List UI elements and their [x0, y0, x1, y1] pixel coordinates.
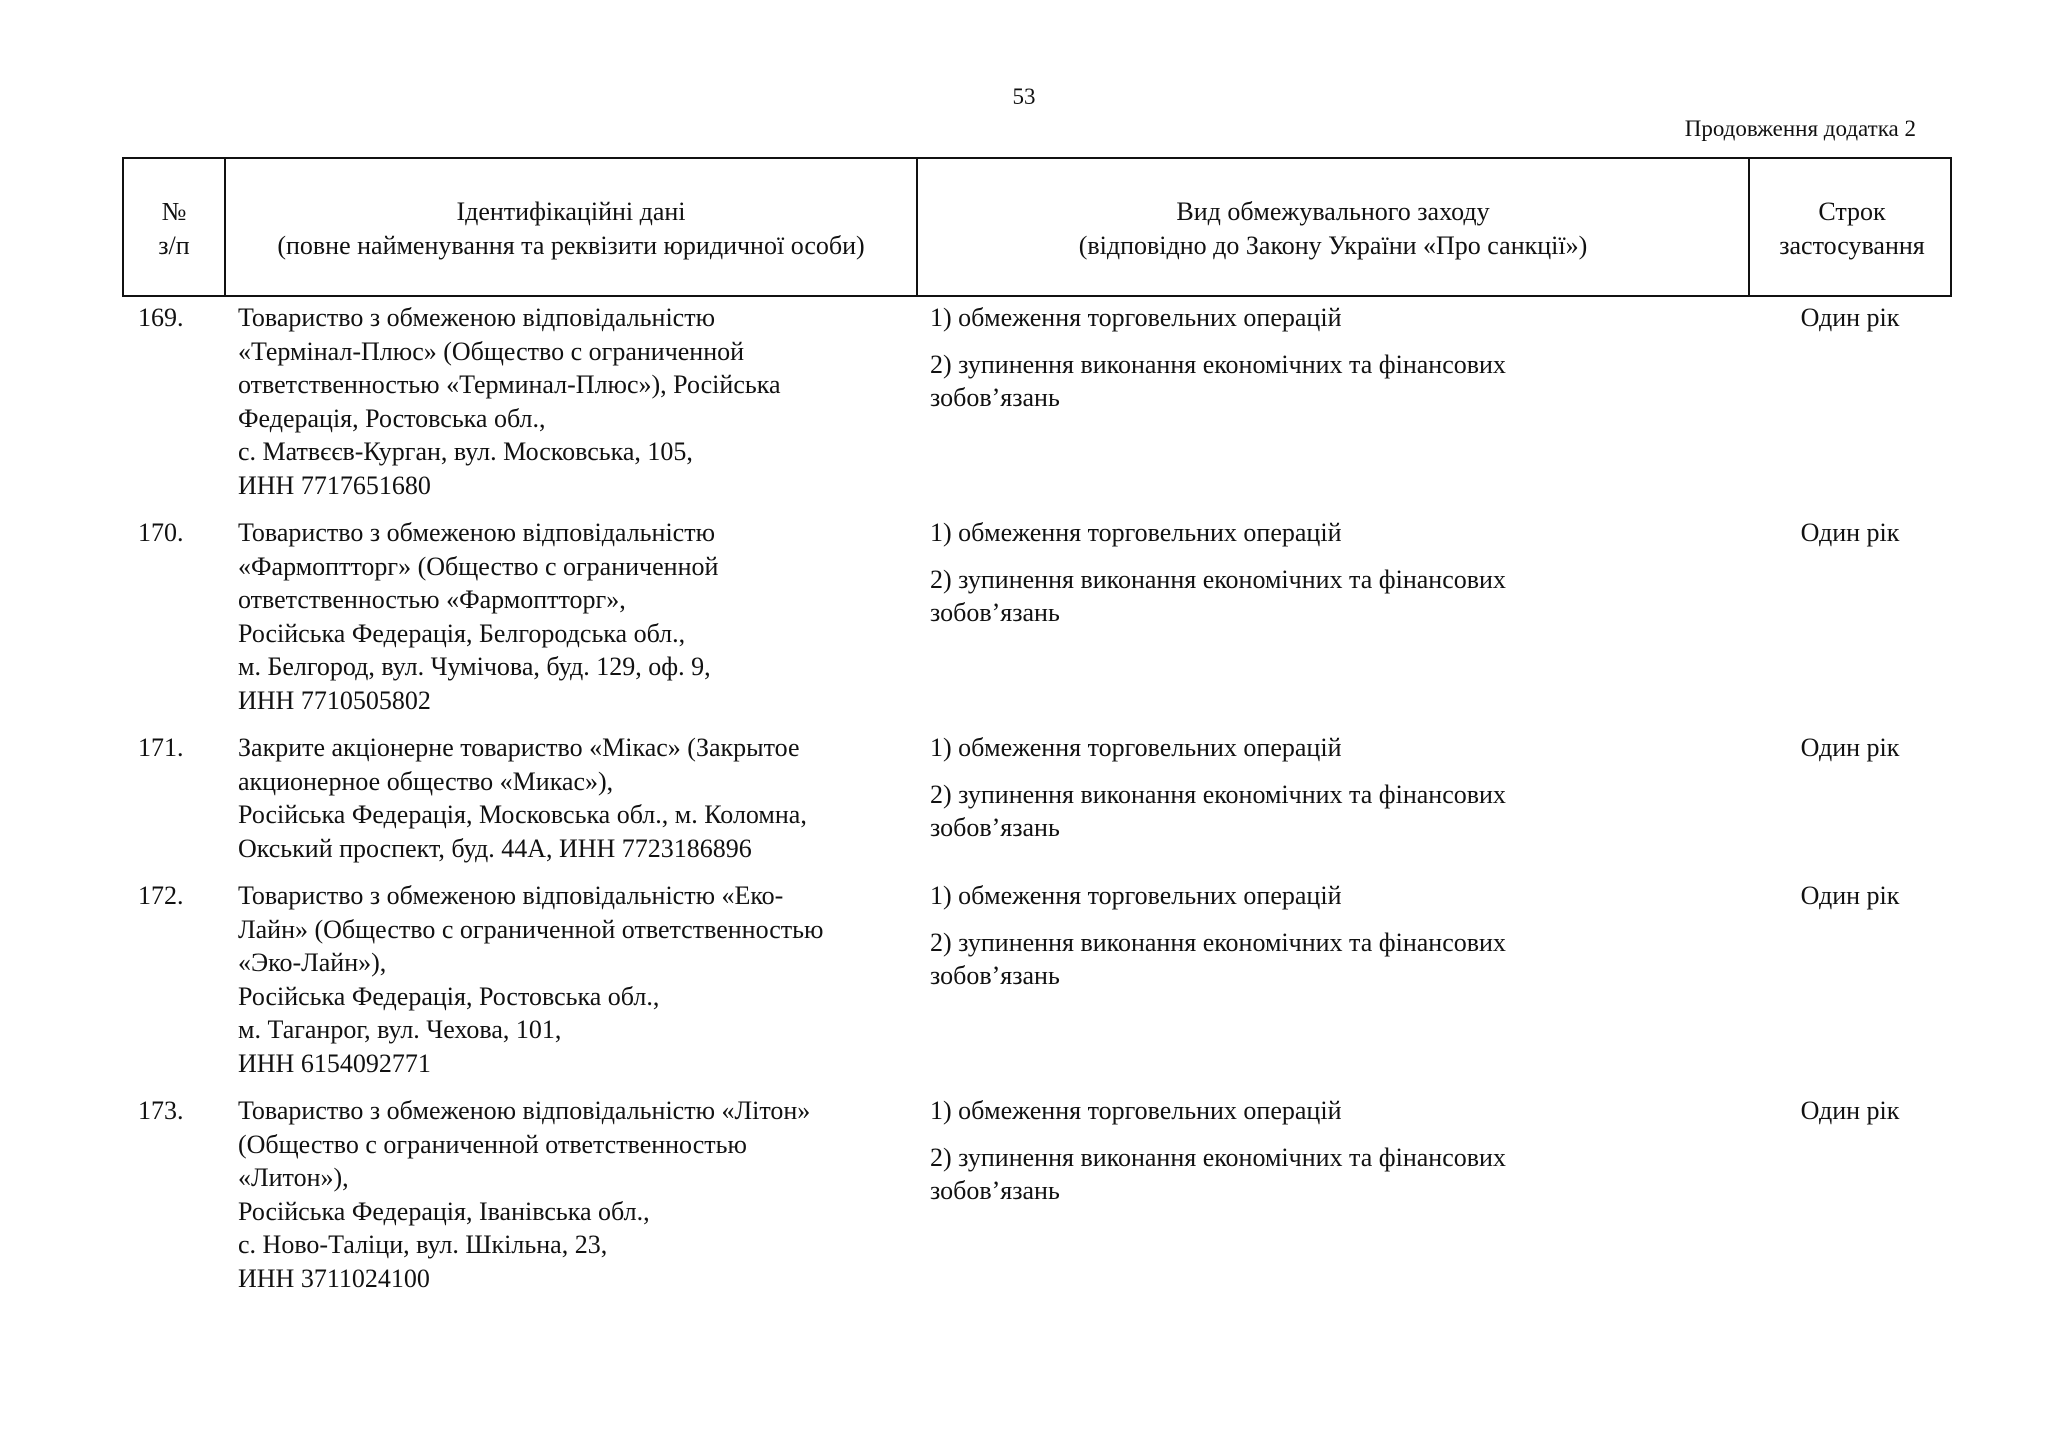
entity-line: м. Белгород, вул. Чумічова, буд. 129, оф. 9,	[238, 652, 711, 681]
entity-details	[224, 516, 916, 717]
table-body	[122, 301, 1952, 1295]
row-number: 169.	[138, 303, 184, 332]
entity-line: Російська Федерація, Ростовська обл.,	[238, 981, 660, 1011]
row-number: 170.	[138, 518, 184, 547]
measure-item: 2) зупинення виконання економічних та фінансових зобов’язань	[930, 1142, 1506, 1205]
entity-details	[224, 1094, 916, 1295]
entity-line: ИНН 6154092771	[238, 1048, 431, 1078]
header-term-line-1: Строк	[1818, 197, 1886, 226]
entity-details	[224, 731, 916, 865]
entity-line: с. Матвєєв-Курган, вул. Московська, 105,	[238, 437, 693, 466]
header-entity-line-2: (повне найменування та реквізити юридичної особи)	[277, 231, 865, 260]
header-measure	[918, 159, 1750, 295]
entity-line: Товариство з обмеженою відповідальністю	[238, 303, 715, 332]
measure-item: 2) зупинення виконання економічних та фінансових зобов’язань	[930, 779, 1506, 842]
entity-line: ответственностью «Фармоптторг»,	[238, 585, 626, 614]
entity-line: «Литон»),	[238, 1163, 349, 1192]
entity-details	[224, 301, 916, 502]
entity-line: Товариство з обмеженою відповідальністю «Еко-	[238, 881, 784, 910]
entity-line: Закрите акціонерне товариство «Мікас» (Закрытое	[238, 733, 800, 762]
entity-line: акционерное общество «Микас»),	[238, 766, 614, 796]
entity-line: Окський проспект, буд. 44А, ИНН 7723186896	[238, 833, 752, 863]
term-of-application: Один рік	[1800, 881, 1900, 910]
table-row	[122, 1094, 1952, 1295]
row-number: 171.	[138, 733, 184, 762]
header-measure-line-2: (відповідно до Закону України «Про санкції»)	[1078, 231, 1588, 260]
term-of-application: Один рік	[1800, 733, 1900, 762]
table-header	[122, 157, 1952, 297]
entity-line: м. Таганрог, вул. Чехова, 101,	[238, 1015, 562, 1044]
restrictive-measures	[916, 879, 1616, 1080]
header-entity-line-1: Ідентифікаційні дані	[456, 197, 686, 226]
header-measure-line-1: Вид обмежувального заходу	[1176, 197, 1490, 226]
sanctions-table	[122, 157, 1952, 1295]
row-number: 172.	[138, 881, 184, 910]
entity-details	[224, 879, 916, 1080]
entity-line: Федерація, Ростовська обл.,	[238, 403, 546, 433]
entity-line: (Общество с ограниченной ответственностью	[238, 1129, 747, 1159]
measure-item: 1) обмеження торговельних операцій	[930, 733, 1342, 762]
measure-item: 2) зупинення виконання економічних та фінансових зобов’язань	[930, 564, 1506, 627]
restrictive-measures	[916, 1094, 1616, 1295]
table-row	[122, 879, 1952, 1080]
term-of-application: Один рік	[1800, 1096, 1900, 1125]
measure-item: 2) зупинення виконання економічних та фінансових зобов’язань	[930, 927, 1506, 990]
term-of-application: Один рік	[1800, 303, 1900, 332]
entity-line: с. Ново-Таліци, вул. Шкільна, 23,	[238, 1230, 608, 1259]
entity-line: Російська Федерація, Московська обл., м. Коломна,	[238, 800, 807, 829]
entity-line: ответственностью «Терминал-Плюс»), Російська	[238, 370, 781, 399]
continuation-label: Продовження додатка 2	[1684, 116, 1916, 141]
measure-item: 1) обмеження торговельних операцій	[930, 1096, 1342, 1125]
table-row	[122, 301, 1952, 502]
entity-line: Товариство з обмеженою відповідальністю	[238, 518, 715, 547]
measure-item: 1) обмеження торговельних операцій	[930, 881, 1342, 910]
restrictive-measures	[916, 516, 1616, 717]
entity-line: ИНН 7717651680	[238, 470, 431, 500]
entity-line: ИНН 7710505802	[238, 685, 431, 715]
header-entity	[226, 159, 918, 295]
measure-item: 2) зупинення виконання економічних та фінансових зобов’язань	[930, 349, 1506, 412]
entity-line: Товариство з обмеженою відповідальністю «Літон»	[238, 1096, 811, 1125]
header-term-line-2: застосування	[1779, 231, 1925, 260]
measure-item: 1) обмеження торговельних операцій	[930, 303, 1342, 332]
restrictive-measures	[916, 731, 1616, 865]
table-row	[122, 731, 1952, 865]
entity-line: ИНН 3711024100	[238, 1263, 430, 1293]
header-num-line-2: з/п	[158, 231, 190, 260]
row-number: 173.	[138, 1096, 184, 1125]
entity-line: «Термінал-Плюс» (Общество с ограниченной	[238, 336, 745, 366]
entity-line: Російська Федерація, Іванівська обл.,	[238, 1196, 650, 1226]
header-num	[124, 159, 226, 295]
entity-line: «Эко-Лайн»),	[238, 948, 387, 977]
term-of-application: Один рік	[1800, 518, 1900, 547]
page-number: 53	[1012, 84, 1036, 109]
measure-item: 1) обмеження торговельних операцій	[930, 518, 1342, 547]
entity-line: «Фармоптторг» (Общество с ограниченной	[238, 551, 719, 581]
entity-line: Лайн» (Общество с ограниченной ответственностью	[238, 914, 824, 944]
header-num-line-1: №	[161, 197, 187, 226]
header-term	[1750, 159, 1954, 295]
restrictive-measures	[916, 301, 1616, 502]
table-row	[122, 516, 1952, 717]
entity-line: Російська Федерація, Белгородська обл.,	[238, 618, 686, 648]
